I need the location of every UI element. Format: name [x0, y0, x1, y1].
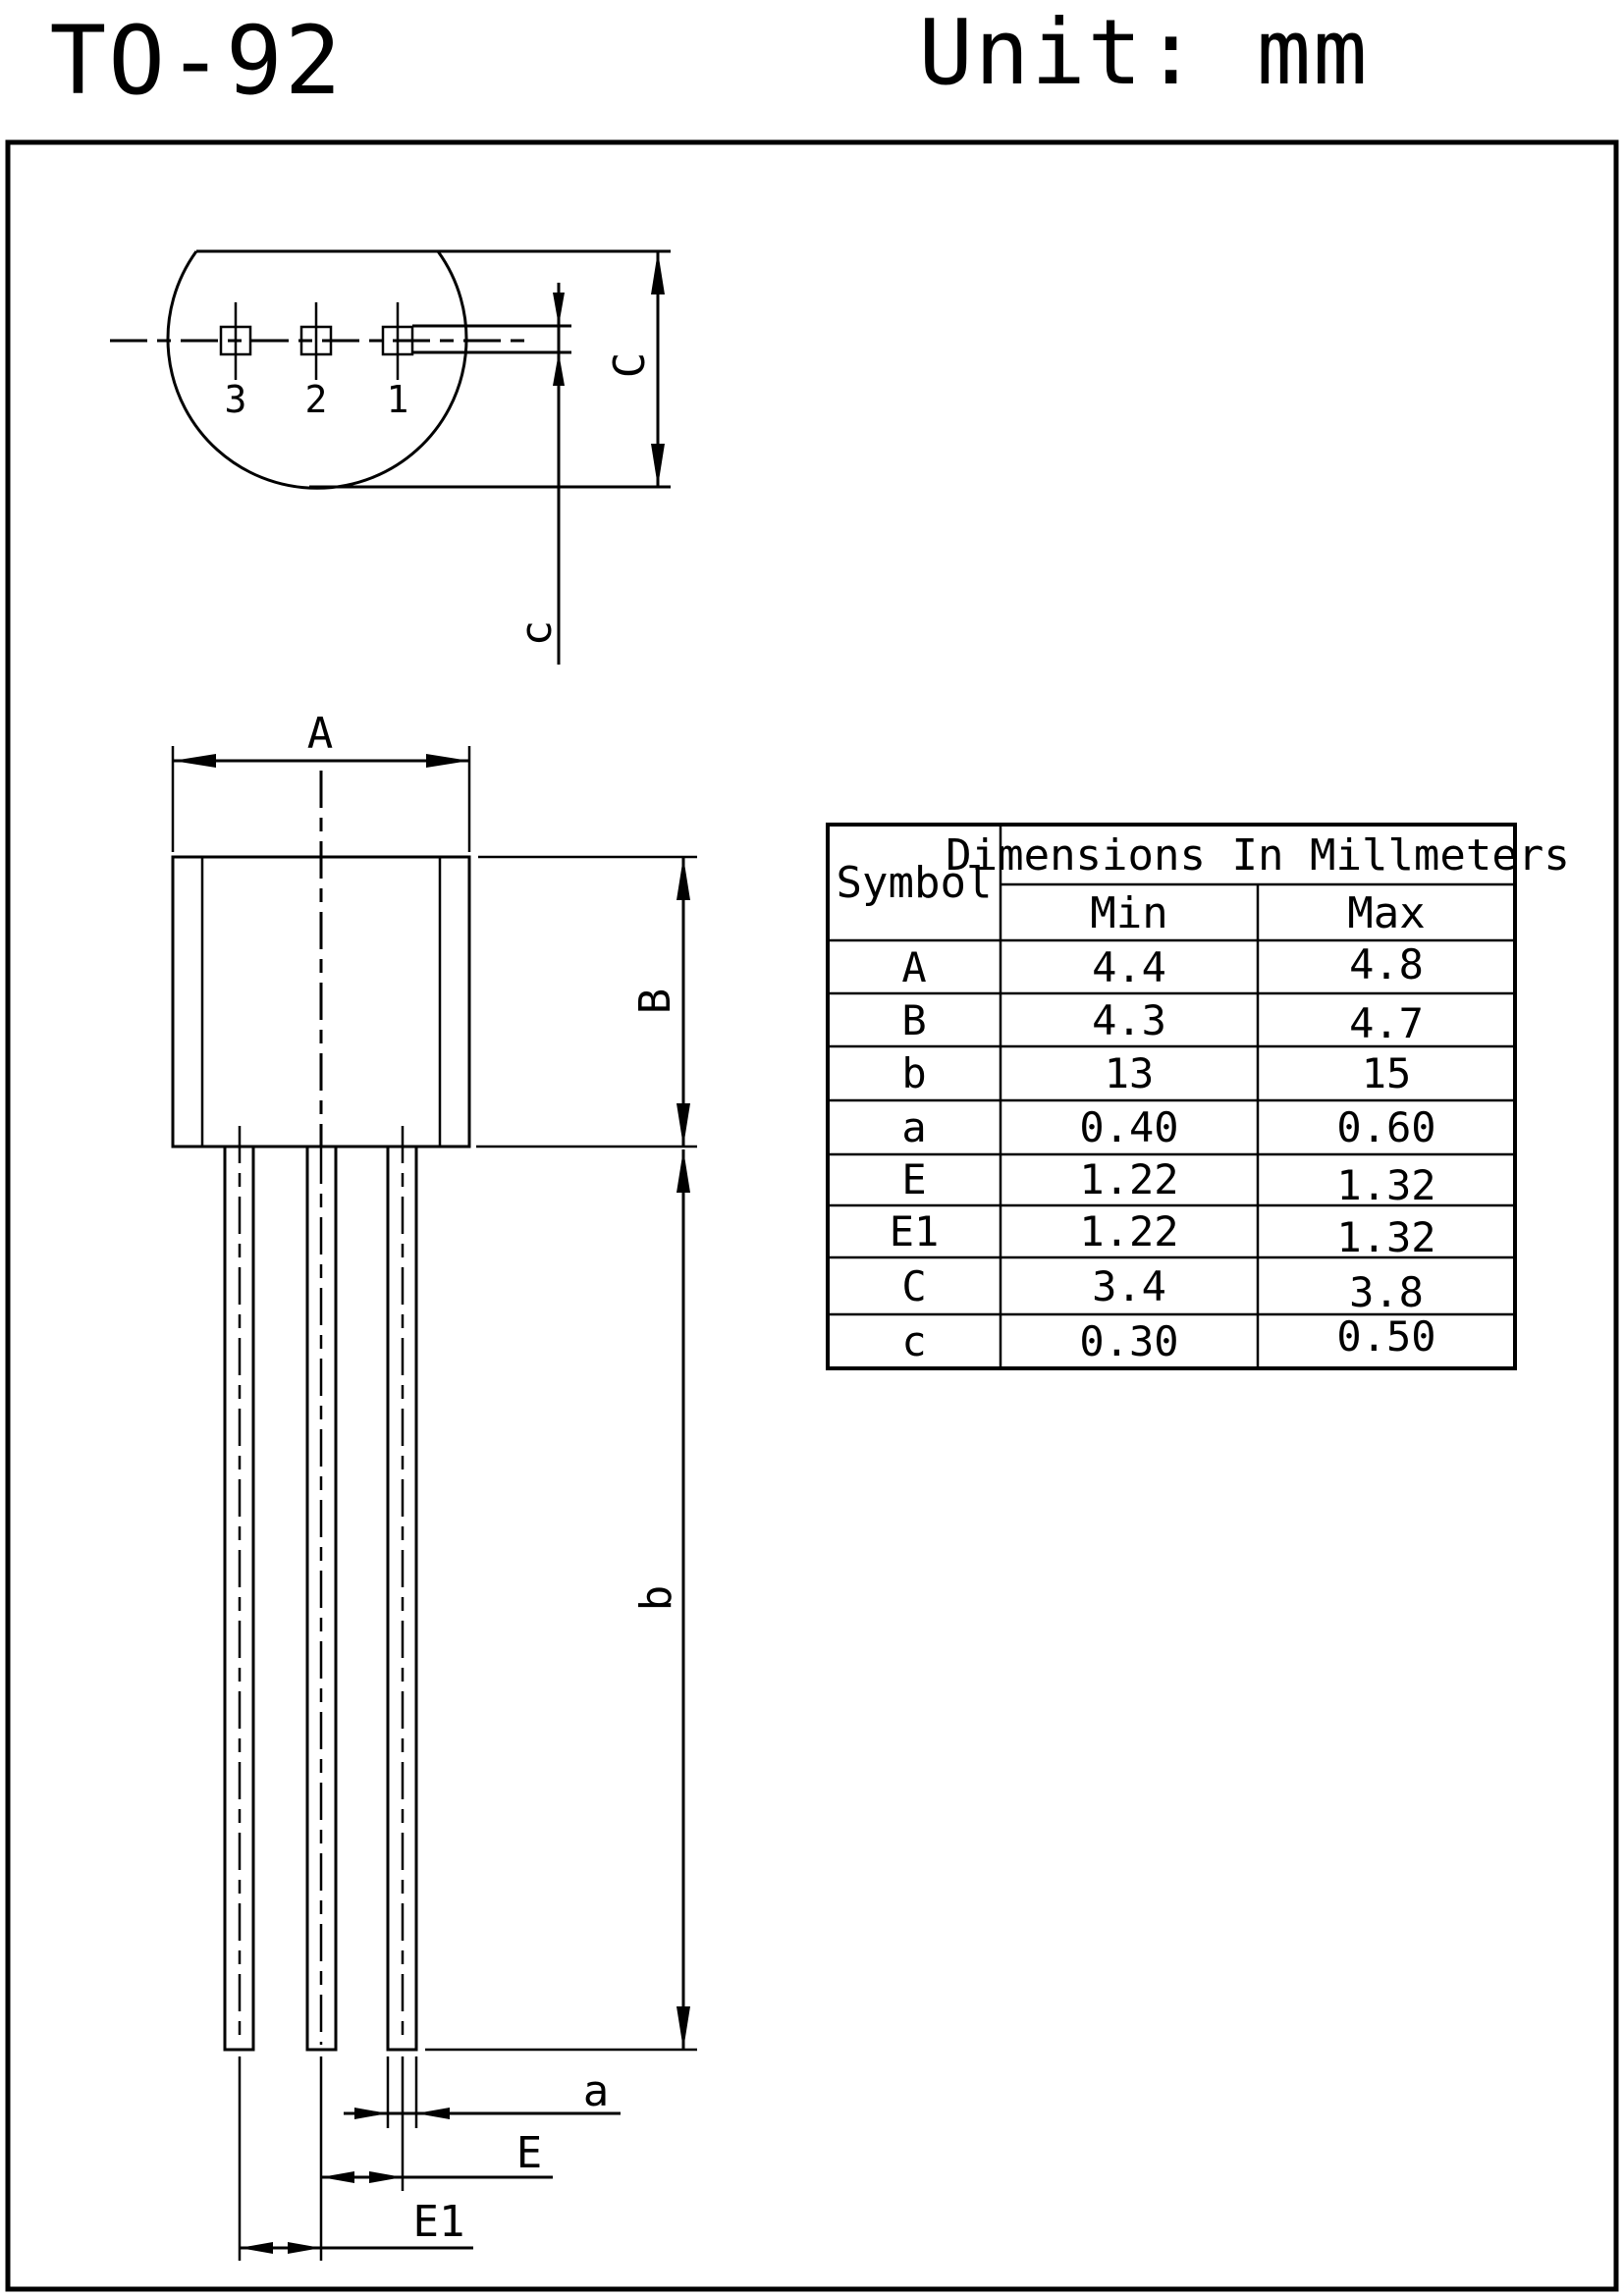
dim-a-arrow-right [354, 2108, 388, 2119]
dim-B-arrow-up [676, 857, 690, 900]
cell-min: 4.3 [1092, 996, 1166, 1044]
dim-E-arrow-right [369, 2171, 403, 2183]
dim-c-arrow-up [553, 352, 565, 386]
top-view [110, 251, 671, 665]
cell-symbol: C [901, 1262, 927, 1310]
table-row [901, 1049, 1411, 1097]
dim-A-label: A [306, 709, 334, 759]
table-row [901, 1262, 1424, 1316]
table-row [901, 1312, 1435, 1365]
cell-min: 3.4 [1092, 1262, 1166, 1310]
cell-max: 0.60 [1336, 1103, 1436, 1151]
dim-E1-arrow-right [288, 2242, 321, 2254]
unit-label: Unit: mm [918, 0, 1370, 105]
dim-A-arrow-right [426, 754, 469, 768]
dim-b-arrow-up [676, 1149, 690, 1193]
cell-symbol: b [901, 1049, 927, 1097]
dim-c-arrow-down [553, 293, 565, 326]
cell-min: 4.4 [1092, 943, 1166, 991]
cell-max: 15 [1361, 1049, 1412, 1097]
dim-E1-label: E1 [412, 2197, 465, 2247]
dim-C-arrow-down [651, 444, 665, 487]
table-header-max: Max [1347, 888, 1426, 938]
dim-B-arrow-down [676, 1103, 690, 1147]
dim-E1-arrow-left [240, 2242, 273, 2254]
dim-c-label: c [512, 619, 562, 647]
cell-min: 1.22 [1079, 1207, 1179, 1255]
pin-3-label: 3 [224, 378, 247, 421]
page-title: TO-92 [49, 6, 344, 116]
table-row [901, 996, 1424, 1047]
table-header-min: Min [1090, 888, 1168, 938]
cell-min: 1.22 [1079, 1155, 1179, 1203]
cell-max: 4.7 [1349, 999, 1424, 1047]
dim-C-label: C [605, 351, 655, 379]
dim-C-arrow-up [651, 251, 665, 294]
cell-max: 0.50 [1336, 1312, 1436, 1361]
cell-symbol: E1 [889, 1207, 940, 1255]
pin-1-label: 1 [386, 378, 409, 421]
cell-symbol: a [901, 1103, 927, 1151]
front-view [173, 709, 697, 2261]
dim-b-label: b [631, 1584, 681, 1612]
dim-a-arrow-left [416, 2108, 450, 2119]
cell-symbol: B [901, 996, 927, 1044]
cell-max: 1.32 [1336, 1213, 1436, 1261]
dim-E-label: E [515, 2128, 543, 2178]
table-row [901, 1155, 1435, 1209]
table-header-dimensions: Dimensions In Millmeters [946, 830, 1570, 881]
cell-symbol: A [901, 943, 927, 991]
pin-2-label: 2 [304, 378, 328, 421]
dim-B-label: B [630, 988, 680, 1015]
cell-symbol: E [901, 1155, 927, 1203]
cell-min: 0.30 [1079, 1317, 1179, 1365]
dim-table [828, 825, 1570, 1368]
dim-a-label: a [582, 2066, 610, 2116]
dim-E-arrow-left [321, 2171, 354, 2183]
table-row [890, 1207, 1436, 1261]
table-header-symbol: Symbol [836, 858, 993, 908]
table-row [901, 940, 1424, 991]
table-row [901, 1103, 1435, 1151]
cell-symbol: c [901, 1317, 927, 1365]
cell-min: 13 [1104, 1049, 1155, 1097]
dim-b-arrow-down [676, 2006, 690, 2050]
cell-max: 1.32 [1336, 1161, 1436, 1209]
cell-min: 0.40 [1079, 1103, 1179, 1151]
dim-A-arrow-left [173, 754, 216, 768]
cell-max: 4.8 [1349, 940, 1424, 988]
cell-max: 3.8 [1349, 1268, 1424, 1316]
